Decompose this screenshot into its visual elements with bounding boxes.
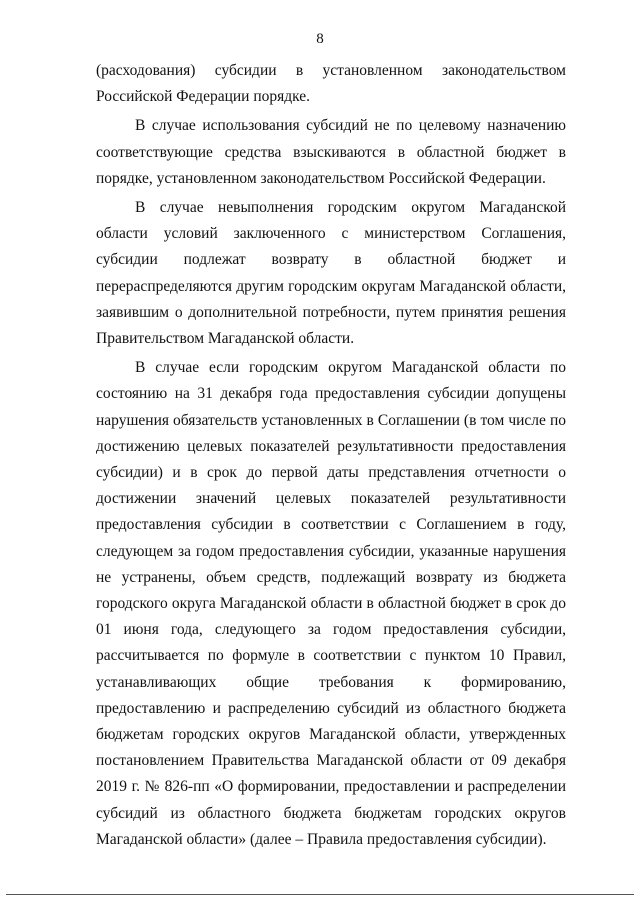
page-bottom-divider (6, 894, 634, 895)
paragraph-non-fulfillment: В случае невыполнения городским округом Магаданской области условий заключенного с министерством Соглашения, субсидии подлежат возврату в областной бюджет и перераспределяются другим городским округам Магаданской области, заявившим о дополнительной потребности, путем принятия решения Правительством Магаданской области. (96, 199, 566, 348)
paragraph-continuation: (расходования) субсидии в установленном законодательством Российской Федерации порядке. (96, 62, 566, 106)
document-body (96, 58, 566, 853)
page-number: 8 (316, 31, 324, 47)
paragraph-violations-return: В случае если городским округом Магаданской области по состоянию на 31 декабря года предоставления субсидии допущены нарушения обязательств установленных в Соглашении (в том числе по достижению целевых показателей результативности предоставления субсидии) и в срок до первой даты представления отчетности о достижении значений целевых показателей результативности предоставления субсидии в соответствии с Соглашением в году, следующем за годом предоставления субсидии, указанные нарушения не устранены, объем средств, подлежащий возврату из бюджета городского округа Магаданской области в областной бюджет в срок до 01 июня года, следующего за годом предоставления субсидии, рассчитывается по формуле в соответствии с пунктом 10 Правил, устанавливающих общие требования к формированию, предоставлению и распределению субсидий из областного бюджета бюджетам городских округов Магаданской области, утвержденных постановлением Правительства Магаданской области от 09 декабря 2019 г. № 826-пп «О формировании, предоставлении и распределении субсидий из областного бюджета бюджетам городских округов Магаданской области» (далее – Правила предоставления субсидии). (96, 359, 566, 848)
paragraph-misuse-of-subsidies: В случае использования субсидий не по целевому назначению соответствующие средства взыскиваются в областной бюджет в порядке, установленном законодательством Российской Федерации. (96, 117, 566, 187)
